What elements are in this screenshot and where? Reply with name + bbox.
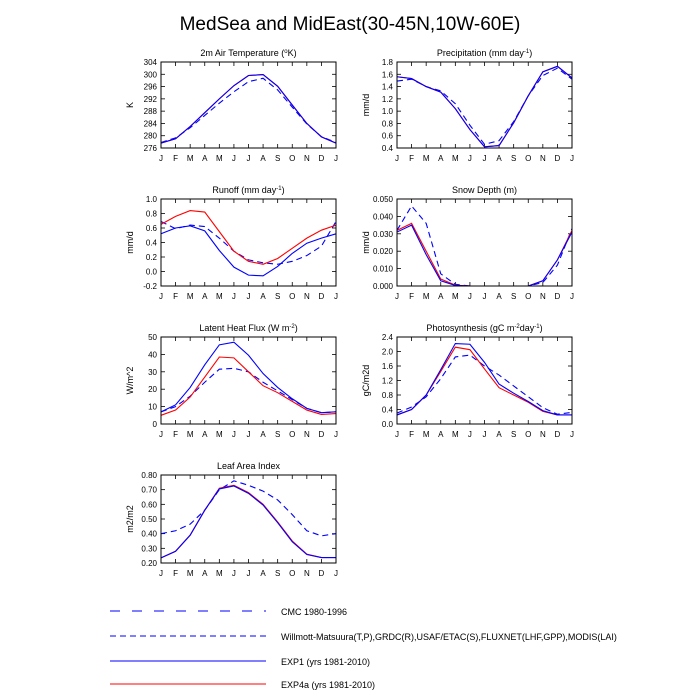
y-axis-label: mm/d <box>361 231 371 254</box>
y-tick-label: 2.0 <box>381 347 393 357</box>
y-tick-label: 284 <box>143 119 157 129</box>
y-tick-label: 280 <box>143 131 157 141</box>
plot-frame <box>161 62 336 148</box>
x-tick-label: S <box>510 430 517 439</box>
x-tick-label: A <box>260 430 266 439</box>
x-tick-label: J <box>159 569 163 578</box>
series-line <box>397 225 572 286</box>
y-axis-label: W/m^2 <box>125 366 135 395</box>
x-tick-label: J <box>570 292 574 301</box>
x-tick-label: A <box>496 292 502 301</box>
series-line <box>397 66 572 146</box>
y-tick-label: 40 <box>148 350 157 360</box>
series-line <box>397 68 572 144</box>
x-tick-label: J <box>395 430 399 439</box>
y-tick-label: 1.2 <box>381 376 393 386</box>
x-tick-label: M <box>186 292 194 301</box>
series-line <box>161 221 336 264</box>
panel-title-part: -2 <box>289 324 295 330</box>
x-tick-label: J <box>570 430 574 439</box>
series-line <box>161 481 336 536</box>
panel-title-part: 2m Air Temperature ( <box>200 48 285 58</box>
y-tick-label: 0.8 <box>381 391 393 400</box>
y-tick-label: 0.4 <box>145 238 157 248</box>
x-tick-label: M <box>215 154 223 163</box>
x-tick-label: J <box>246 292 251 301</box>
x-tick-label: A <box>202 569 208 578</box>
y-tick-label: 1.0 <box>381 107 393 117</box>
y-tick-label: 0.000 <box>372 282 393 291</box>
plot-frame <box>397 62 572 148</box>
x-tick-label: A <box>496 154 502 163</box>
x-tick-label: J <box>159 154 163 163</box>
y-tick-label: 0.30 <box>141 544 157 554</box>
y-tick-label: 0.8 <box>145 209 157 219</box>
panel-title-part: -1 <box>276 186 282 192</box>
chart-panel <box>361 48 574 163</box>
panel-title-part: K) <box>287 48 297 58</box>
x-tick-label: J <box>334 569 338 578</box>
panel-title-part: Latent Heat Flux (W m <box>199 323 290 333</box>
x-tick-label: J <box>334 430 338 439</box>
x-tick-label: M <box>215 292 223 301</box>
y-tick-label: 292 <box>143 94 157 104</box>
chart-panel <box>125 323 338 439</box>
panel-title-part: ) <box>529 48 533 58</box>
panel-title-part: Snow Depth (m) <box>451 185 518 195</box>
y-tick-label: 0.40 <box>141 529 157 539</box>
legend-label: CMC 1980-1996 <box>281 607 348 617</box>
panel-title <box>437 48 532 58</box>
x-tick-label: J <box>159 430 163 439</box>
series-line <box>161 485 336 558</box>
panel-title <box>426 323 542 333</box>
series-line <box>161 226 336 276</box>
x-tick-label: N <box>539 292 546 301</box>
x-tick-label: D <box>554 430 561 439</box>
chart-panel <box>125 461 338 578</box>
legend-label: EXP1 (yrs 1981-2010) <box>281 657 371 667</box>
x-tick-label: A <box>438 430 444 439</box>
x-tick-label: A <box>260 569 266 578</box>
y-tick-label: 1.4 <box>381 82 393 92</box>
x-tick-label: J <box>395 154 399 163</box>
y-tick-label: 304 <box>143 58 157 67</box>
x-tick-label: J <box>395 292 399 301</box>
x-tick-label: J <box>467 430 472 439</box>
panel-title <box>199 323 297 333</box>
x-tick-label: O <box>289 292 296 301</box>
x-tick-label: J <box>570 154 574 163</box>
x-tick-label: J <box>231 430 236 439</box>
y-axis-label: K <box>125 101 135 109</box>
y-tick-label: 0.030 <box>372 229 393 239</box>
x-tick-label: A <box>438 154 444 163</box>
y-tick-label: 10 <box>148 402 157 412</box>
x-tick-label: N <box>539 430 546 439</box>
y-tick-label: 1.2 <box>381 94 393 104</box>
x-tick-label: J <box>334 292 338 301</box>
x-tick-label: D <box>318 154 325 163</box>
series-line <box>397 347 572 415</box>
y-axis-label: mm/d <box>125 231 135 254</box>
panel-title-part: ) <box>294 323 298 333</box>
y-tick-label: 0.20 <box>141 559 157 568</box>
x-tick-label: O <box>525 154 532 163</box>
x-tick-label: J <box>246 430 251 439</box>
y-tick-label: 276 <box>143 144 157 153</box>
panel-title <box>212 185 284 195</box>
x-tick-label: D <box>554 292 561 301</box>
x-tick-label: N <box>303 430 310 439</box>
chart-panels <box>125 48 574 578</box>
x-tick-label: S <box>274 292 281 301</box>
y-tick-label: 1.6 <box>381 70 393 80</box>
x-tick-label: A <box>438 292 444 301</box>
x-tick-label: F <box>409 154 415 163</box>
panel-title-part: Runoff (mm day <box>212 185 277 195</box>
plot-frame <box>161 475 336 563</box>
x-tick-label: J <box>246 154 251 163</box>
x-tick-label: J <box>482 430 487 439</box>
x-tick-label: M <box>215 569 223 578</box>
series-line <box>161 342 336 412</box>
panel-title <box>217 461 281 471</box>
panel-title-part: ) <box>281 185 285 195</box>
y-axis-label: gC/m2d <box>361 364 371 397</box>
panel-title-part: Photosynthesis (gC m <box>426 323 515 333</box>
chart-panel <box>361 185 574 301</box>
x-tick-label: J <box>467 292 472 301</box>
x-tick-label: S <box>510 154 517 163</box>
y-tick-label: 30 <box>148 367 157 377</box>
y-tick-label: -0.2 <box>143 282 157 291</box>
x-tick-label: D <box>318 430 325 439</box>
x-tick-label: M <box>451 292 459 301</box>
y-tick-label: 0.050 <box>372 195 393 204</box>
y-tick-label: 0.4 <box>381 405 393 415</box>
x-tick-label: M <box>215 430 223 439</box>
x-tick-label: A <box>496 430 502 439</box>
x-tick-label: M <box>422 292 430 301</box>
x-tick-label: A <box>260 154 266 163</box>
x-tick-label: O <box>525 430 532 439</box>
x-tick-label: O <box>289 430 296 439</box>
x-tick-label: O <box>289 154 296 163</box>
x-tick-label: J <box>482 154 487 163</box>
series-line <box>161 75 336 144</box>
y-tick-label: 0.010 <box>372 264 393 274</box>
y-tick-label: 1.6 <box>381 362 393 371</box>
panel-title-part: Leaf Area Index <box>216 461 281 471</box>
x-tick-label: M <box>422 154 430 163</box>
y-tick-label: 300 <box>143 70 157 80</box>
x-tick-label: J <box>231 292 236 301</box>
y-tick-label: 0.6 <box>145 224 157 233</box>
panel-title-part: day <box>519 323 535 333</box>
x-tick-label: A <box>202 430 208 439</box>
x-tick-label: O <box>289 569 296 578</box>
x-tick-label: A <box>202 292 208 301</box>
x-tick-label: M <box>186 569 194 578</box>
x-tick-label: M <box>451 430 459 439</box>
x-tick-label: J <box>231 569 236 578</box>
legend-label: Willmott-Matsuura(T,P),GRDC(R),USAF/ETAC(S),FLUXNET(LHF,GPP),MODIS(LAI) <box>281 632 617 642</box>
x-tick-label: J <box>159 292 163 301</box>
x-tick-label: D <box>318 569 325 578</box>
panel-title-part: -1 <box>523 49 530 55</box>
series-line <box>397 66 572 146</box>
y-axis-label: mm/d <box>361 93 371 117</box>
x-tick-label: S <box>274 430 281 439</box>
x-tick-label: D <box>318 292 325 301</box>
y-tick-label: 0.4 <box>381 144 393 153</box>
x-tick-label: F <box>173 430 179 439</box>
panel-title-part: -1 <box>534 324 540 330</box>
series-line <box>397 355 572 414</box>
y-tick-label: 0.70 <box>141 485 157 495</box>
legend-label: EXP4a (yrs 1981-2010) <box>281 680 376 690</box>
x-tick-label: M <box>186 154 194 163</box>
y-tick-label: 0.0 <box>381 420 393 429</box>
chart-panel <box>125 48 338 163</box>
x-tick-label: F <box>173 569 179 578</box>
y-tick-label: 20 <box>148 385 157 395</box>
y-tick-label: 0.60 <box>141 500 157 510</box>
y-tick-label: 50 <box>148 333 157 342</box>
chart-panel <box>125 185 338 301</box>
series-line <box>161 357 336 415</box>
y-tick-label: 0.80 <box>141 471 157 480</box>
x-tick-label: O <box>525 292 532 301</box>
x-tick-label: F <box>409 430 415 439</box>
panel-title-part: ) <box>539 323 543 333</box>
x-tick-label: J <box>231 154 236 163</box>
x-tick-label: F <box>409 292 415 301</box>
panel-title-part: -2 <box>514 324 520 330</box>
y-tick-label: 1.8 <box>381 58 393 67</box>
figure-title: MedSea and MidEast(30-45N,10W-60E) <box>179 14 521 35</box>
panel-title <box>200 48 296 58</box>
plot-frame <box>397 199 572 286</box>
series-line <box>161 486 336 558</box>
y-tick-label: 0 <box>152 420 157 429</box>
x-tick-label: J <box>482 292 487 301</box>
x-tick-label: F <box>173 154 179 163</box>
x-tick-label: F <box>173 292 179 301</box>
x-tick-label: M <box>451 154 459 163</box>
chart-panel <box>361 323 574 439</box>
x-tick-label: N <box>303 569 310 578</box>
x-tick-label: S <box>274 569 281 578</box>
x-tick-label: J <box>334 154 338 163</box>
x-tick-label: M <box>186 430 194 439</box>
x-tick-label: A <box>202 154 208 163</box>
x-tick-label: N <box>303 292 310 301</box>
series-line <box>161 75 336 144</box>
series-line <box>397 344 572 415</box>
series-line <box>161 78 336 142</box>
y-tick-label: 0.0 <box>145 267 157 277</box>
y-tick-label: 1.0 <box>145 195 157 204</box>
x-tick-label: M <box>422 430 430 439</box>
x-tick-label: N <box>539 154 546 163</box>
y-tick-label: 296 <box>143 82 157 92</box>
x-tick-label: D <box>554 154 561 163</box>
x-tick-label: S <box>510 292 517 301</box>
y-tick-label: 0.8 <box>381 119 393 129</box>
y-axis-label: m2/m2 <box>125 505 135 533</box>
y-tick-label: 0.6 <box>381 131 393 141</box>
x-tick-label: J <box>246 569 251 578</box>
y-tick-label: 288 <box>143 107 157 117</box>
x-tick-label: N <box>303 154 310 163</box>
panel-title-part: Precipitation (mm day <box>436 48 524 58</box>
series-line <box>161 211 336 265</box>
panel-title-part: o <box>284 49 288 55</box>
y-tick-label: 0.50 <box>141 515 157 524</box>
legend <box>110 607 617 690</box>
panel-title <box>452 185 517 195</box>
y-tick-label: 2.4 <box>381 333 393 342</box>
x-tick-label: A <box>260 292 266 301</box>
x-tick-label: S <box>274 154 281 163</box>
y-tick-label: 0.020 <box>372 247 393 257</box>
y-tick-label: 0.2 <box>145 253 157 262</box>
x-tick-label: J <box>467 154 472 163</box>
y-tick-label: 0.040 <box>372 212 393 222</box>
